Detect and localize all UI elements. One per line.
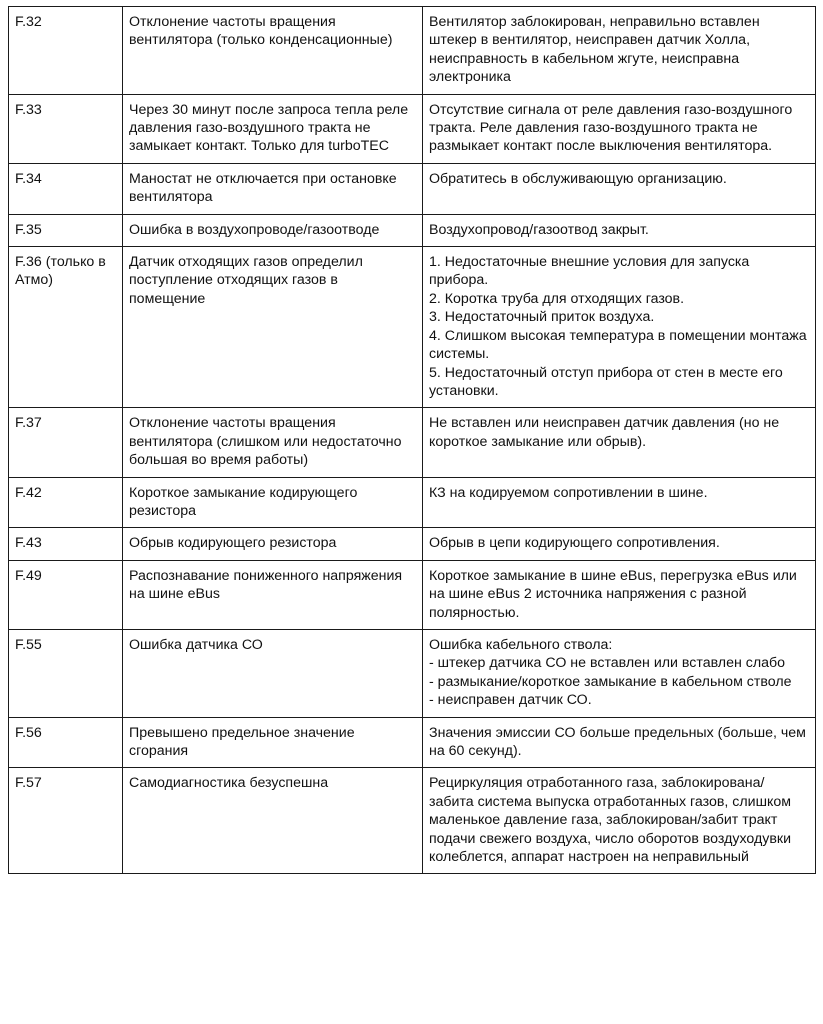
table-row [9,560,816,629]
cause-line: 3. Недостаточный приток воздуха. [429,309,655,326]
table-row [9,629,816,717]
fault-description: Ошибка в воздухопроводе/газоотводе [123,214,423,246]
fault-description: Отклонение частоты вращения вентилятора (слишком или недостаточно большая во время работы) [123,408,423,477]
cause-line: 1. Недостаточные внешние условия для запуска прибора. [429,254,750,289]
fault-code: F.34 [9,163,123,214]
cause-line: 4. Слишком высокая температура в помещении монтажа системы. [429,327,807,363]
fault-cause [423,7,816,95]
fault-code: F.55 [9,629,123,717]
cause-line: КЗ на кодируемом сопротивлении в шине. [429,484,708,501]
table-row [9,214,816,246]
table-row [9,528,816,560]
fault-description: Через 30 минут после запроса тепла реле давления газо-воздушного тракта не замыкает контакт. Только для turboTEC [123,94,423,163]
cause-line: Обратитесь в обслуживающую организацию. [429,170,727,187]
cause-line: 5. Недостаточный отступ прибора от стен в месте его установки. [429,364,783,399]
table-row [9,247,816,408]
fault-cause [423,214,816,246]
fault-code: F.42 [9,477,123,528]
fault-description: Обрыв кодирующего резистора [123,528,423,560]
table-row [9,7,816,95]
fault-cause [423,408,816,477]
table-row [9,94,816,163]
fault-cause [423,768,816,874]
cause-line: 2. Коротка труба для отходящих газов. [429,290,685,307]
fault-code: F.37 [9,408,123,477]
fault-code: F.49 [9,560,123,629]
fault-cause [423,528,816,560]
fault-code-table-body [9,7,816,874]
cause-line: Не вставлен или неисправен датчик давления (но не короткое замыкание или обрыв). [429,415,780,450]
fault-code: F.43 [9,528,123,560]
fault-description: Датчик отходящих газов определил поступление отходящих газов в помещение [123,247,423,408]
fault-description: Превышено предельное значение сгорания [123,717,423,768]
fault-code: F.33 [9,94,123,163]
cause-line: - размыкание/короткое замыкание в кабельном стволе [429,673,792,690]
fault-code: F.35 [9,214,123,246]
fault-code: F.32 [9,7,123,95]
fault-description: Маностат не отключается при остановке вентилятора [123,163,423,214]
cause-line: Ошибка кабельного ствола: [429,636,613,653]
fault-cause [423,477,816,528]
cause-line: Вентилятор заблокирован, неправильно вставлен штекер в вентилятор, неисправен датчик Холла, неисправность в кабельном жгуте, неисправна электроника [429,14,760,86]
fault-cause [423,94,816,163]
fault-code: F.56 [9,717,123,768]
fault-description: Отклонение частоты вращения вентилятора (только конденсационные) [123,7,423,95]
cause-line: Значения эмиссии СО больше предельных (больше, чем на 60 секунд). [429,724,806,759]
cause-line: Воздухопровод/газоотвод закрыт. [429,221,649,238]
table-row [9,477,816,528]
fault-description: Ошибка датчика СО [123,629,423,717]
fault-cause [423,560,816,629]
fault-cause [423,629,816,717]
fault-code: F.36 (только в Атмо) [9,247,123,408]
cause-line: - штекер датчика СО не вставлен или вставлен слабо [429,655,786,672]
cause-line: Рециркуляция отработанного газа, заблокирована/забита система выпуска отработанных газов, слишком маленькое давление газа, заблокирован/забит тракт подачи свежего воздуха, число оборотов воздуходувки колеблется, аппарат настроен на неправильный [429,775,792,866]
cause-line: Короткое замыкание в шине eBus, перегрузка eBus или на шине eBus 2 источника напряжения с разной полярностью. [429,567,797,621]
table-row [9,717,816,768]
cause-line: Обрыв в цепи кодирующего сопротивления. [429,535,720,552]
fault-description: Распознавание пониженного напряжения на шине eBus [123,560,423,629]
fault-cause [423,717,816,768]
fault-description: Короткое замыкание кодирующего резистора [123,477,423,528]
fault-code: F.57 [9,768,123,874]
cause-line: - неисправен датчик СО. [429,692,592,709]
fault-cause [423,247,816,408]
cause-line: Отсутствие сигнала от реле давления газо-воздушного тракта. Реле давления газо-воздушного тракта не размыкает контакт после выключения вентилятора. [429,101,793,155]
table-row [9,408,816,477]
fault-cause [423,163,816,214]
table-row [9,163,816,214]
fault-code-table [8,6,816,874]
table-row [9,768,816,874]
fault-description: Самодиагностика безуспешна [123,768,423,874]
